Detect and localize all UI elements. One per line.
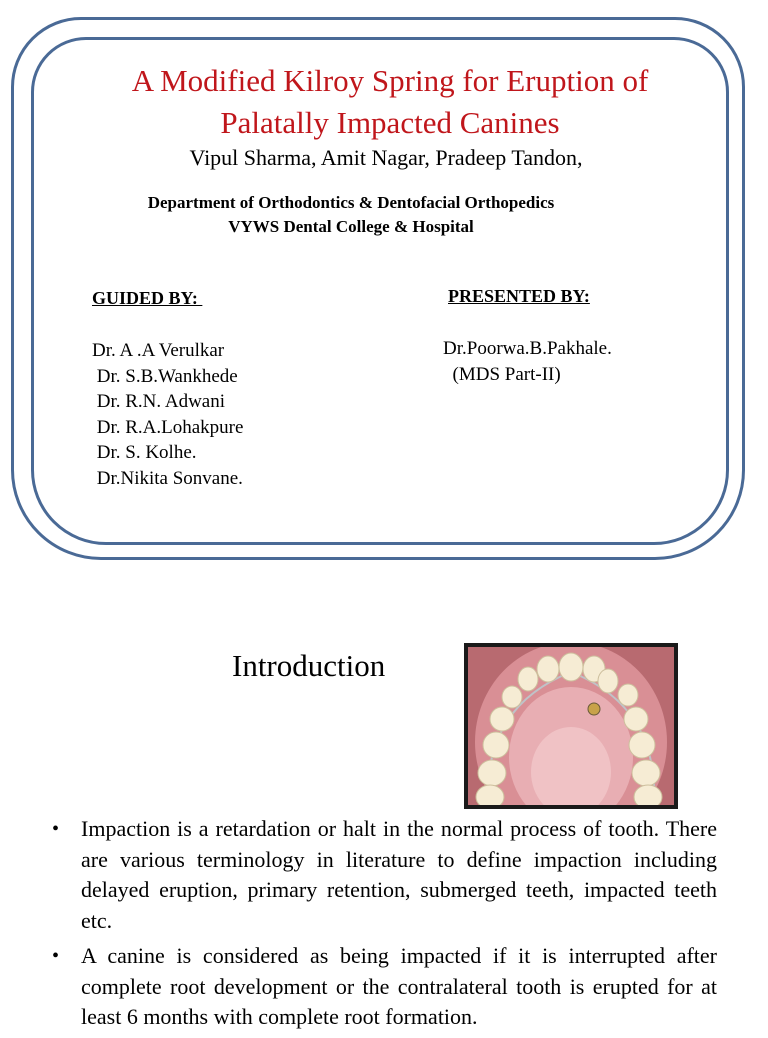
- department-name: Department of Orthodontics & Dentofacial Orthopedics: [147, 193, 555, 212]
- bullet-dot-icon: •: [52, 818, 60, 840]
- guide-name: Dr.Nikita Sonvane.: [92, 467, 243, 489]
- title-line-1: A Modified Kilroy Spring for Eruption of: [131, 63, 649, 98]
- palate-illustration-icon: [468, 647, 674, 805]
- introduction-heading: Introduction: [232, 648, 386, 683]
- department-block: [100, 191, 602, 239]
- guide-name: Dr. A .A Verulkar: [92, 340, 225, 361]
- bullet-item: [50, 941, 717, 1033]
- presented-by-list: [443, 336, 612, 388]
- presenter-name: Dr.Poorwa.B.Pakhale.: [443, 338, 612, 359]
- bullet-text: Impaction is a retardation or halt in the normal process of tooth. There are various terminology in literature to define impaction including delayed eruption, primary retention, submerged teeth, impacted teeth etc.: [81, 816, 717, 933]
- guided-by-list: [92, 338, 243, 491]
- presenter-degree: (MDS Part-II): [443, 364, 561, 385]
- presented-by-heading: PRESENTED BY:: [448, 286, 590, 306]
- guide-name: Dr. R.A.Lohakpure: [92, 416, 244, 438]
- poster-title: [60, 60, 720, 144]
- authors: Vipul Sharma, Amit Nagar, Pradeep Tandon,: [189, 145, 583, 170]
- guide-name: Dr. S.B.Wankhede: [92, 365, 238, 387]
- introduction-bullets: [50, 814, 717, 1038]
- bullet-dot-icon: •: [52, 945, 60, 967]
- institution-name: VYWS Dental College & Hospital: [228, 217, 474, 236]
- guide-name: Dr. R.N. Adwani: [92, 391, 225, 412]
- bullet-item: [50, 814, 717, 936]
- intraoral-photo: [464, 643, 678, 809]
- guided-by-heading: GUIDED BY:: [92, 288, 203, 308]
- bullet-text: A canine is considered as being impacted if it is interrupted after complete root development or the contralateral tooth is erupted for at least 6 months with complete root formation.: [81, 943, 717, 1029]
- guide-name: Dr. S. Kolhe.: [92, 442, 197, 463]
- title-line-2: Palatally Impacted Canines: [220, 105, 560, 140]
